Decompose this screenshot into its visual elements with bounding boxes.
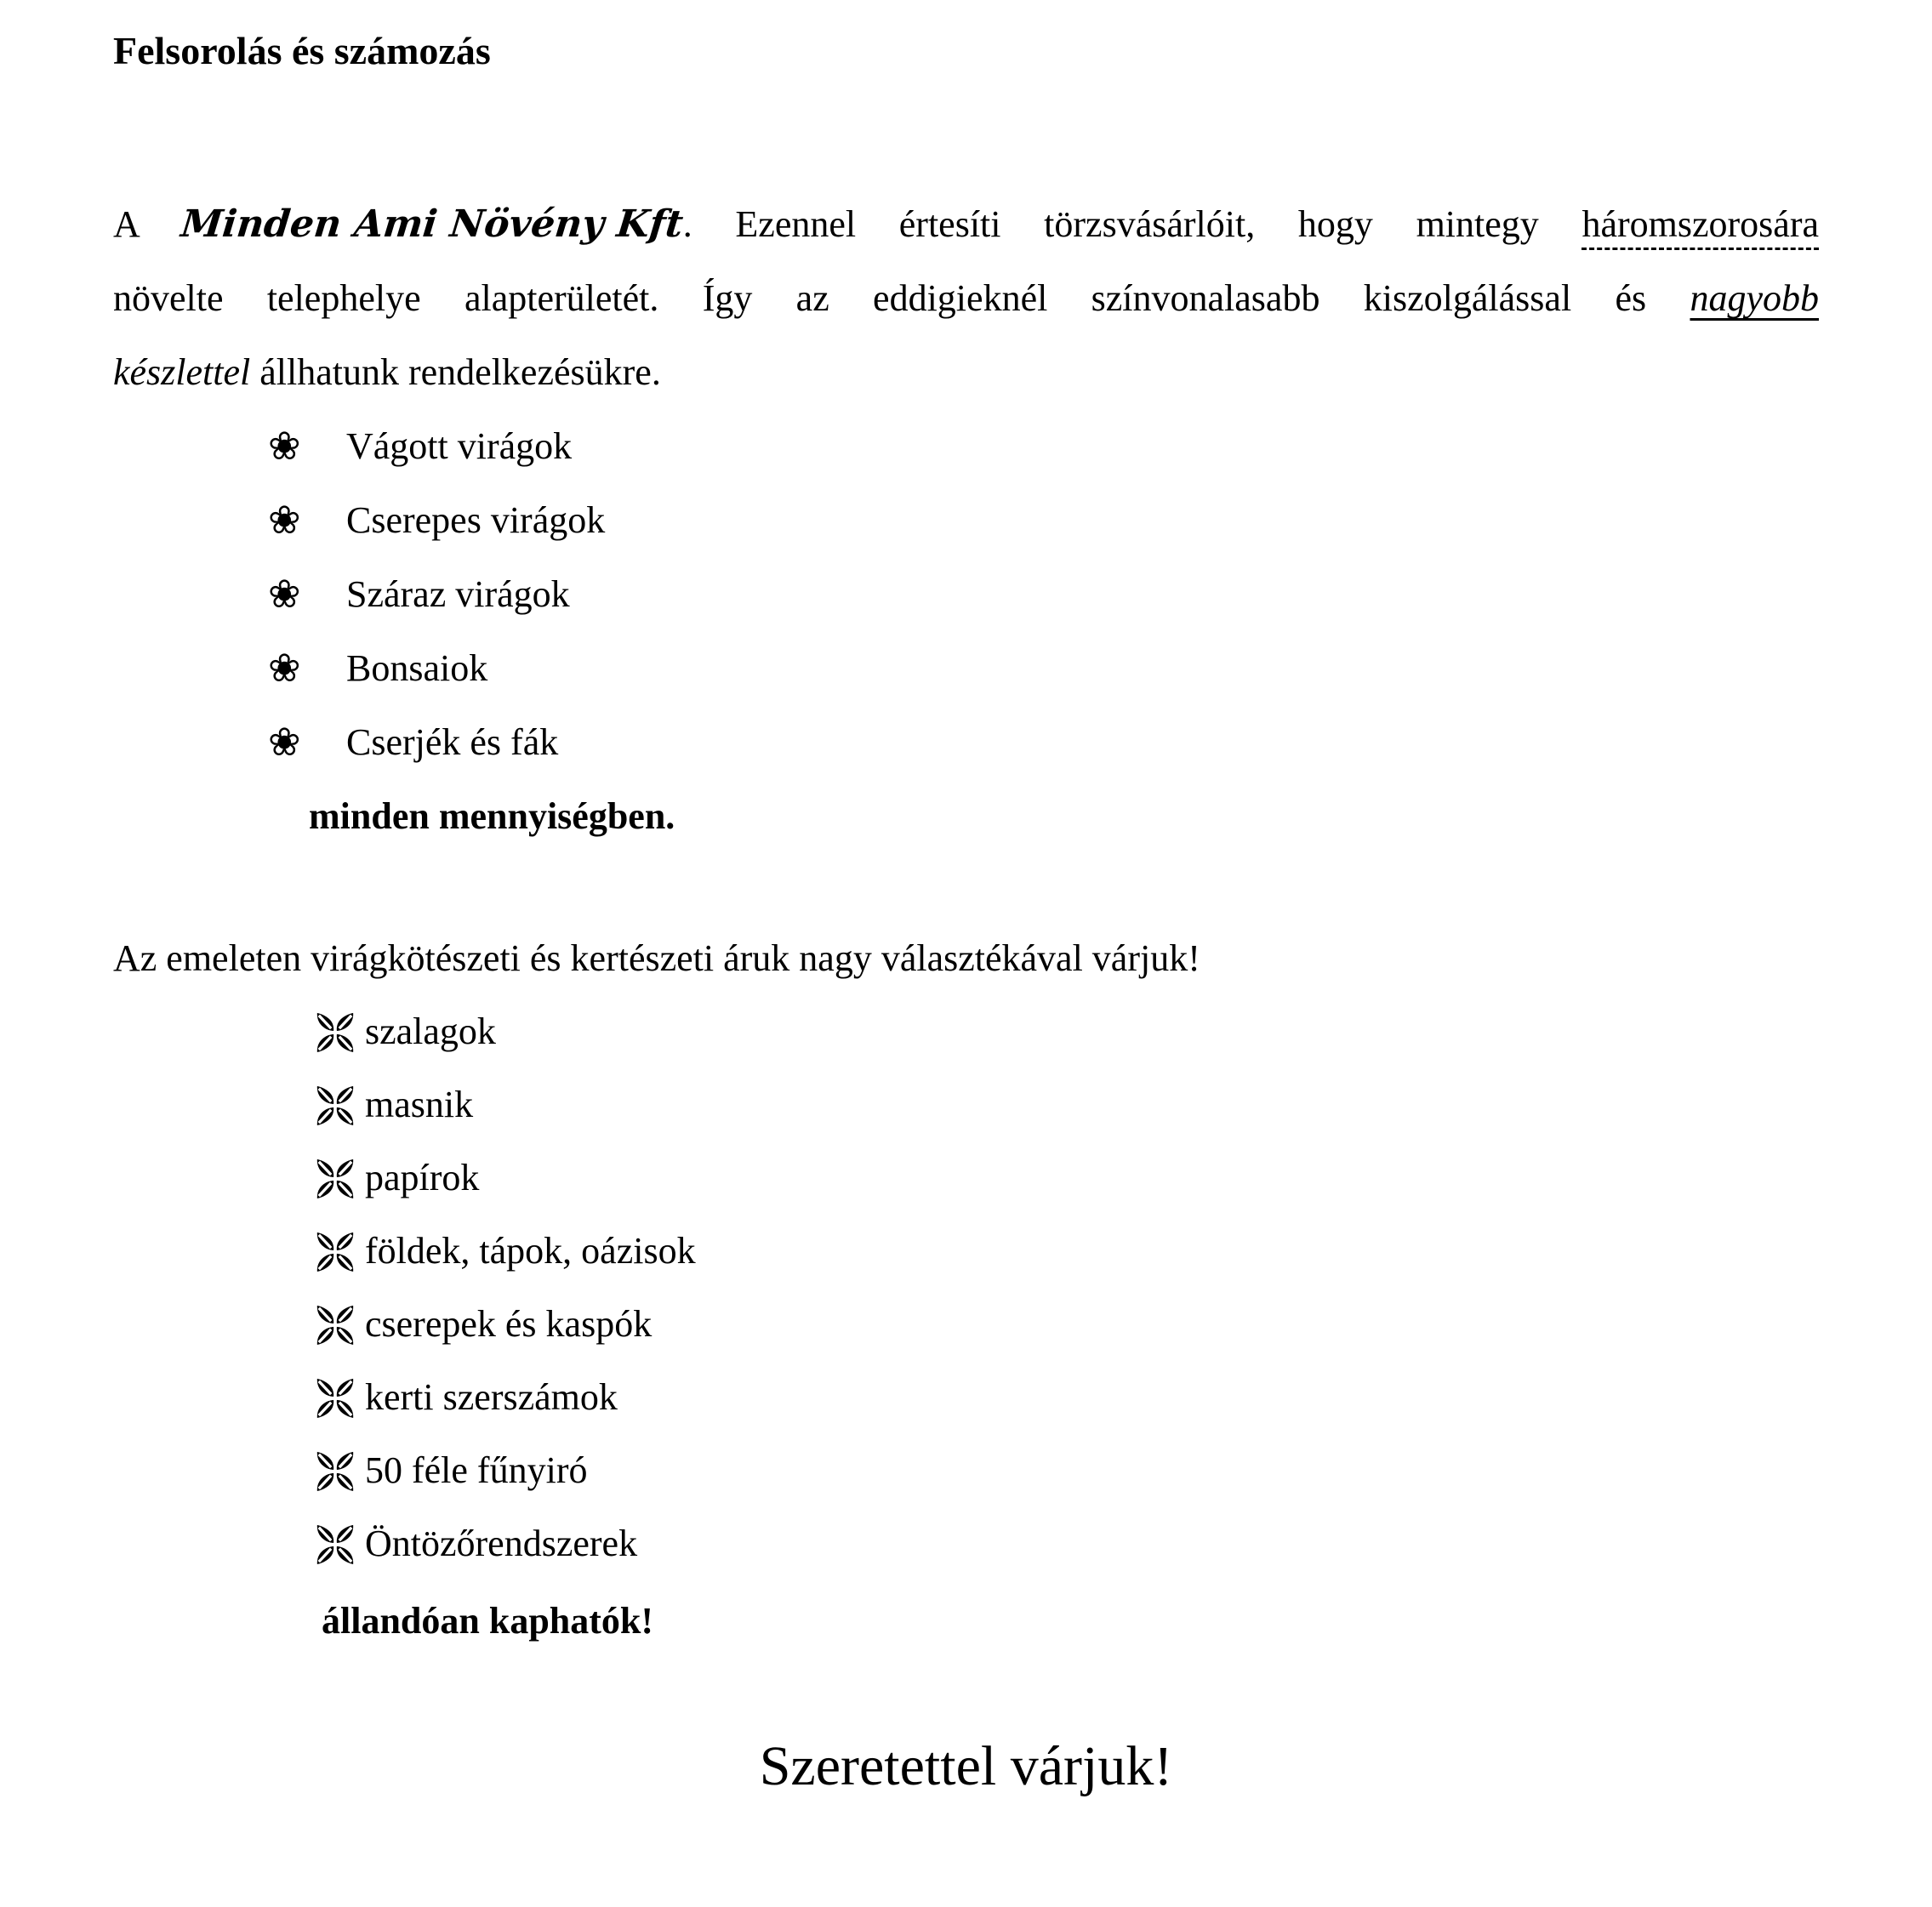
flower-list-item bbox=[113, 631, 1819, 705]
four-leaf-cross-icon bbox=[315, 1156, 356, 1200]
florette-flower-icon bbox=[268, 705, 301, 779]
craft-list-footer: állandóan kaphatók! bbox=[322, 1600, 654, 1642]
flower-bullet-list bbox=[113, 409, 1819, 779]
flower-list-item-label: Száraz virágok bbox=[346, 573, 570, 615]
florette-flower-icon bbox=[268, 483, 301, 557]
four-leaf-cross-icon bbox=[315, 1522, 356, 1566]
craft-list-item bbox=[113, 1434, 1819, 1507]
craft-list-item-label: Öntözőrendszerek bbox=[365, 1523, 638, 1564]
four-leaf-cross-icon bbox=[315, 1083, 356, 1127]
four-leaf-cross-icon bbox=[315, 1010, 356, 1054]
craft-list-item-label: szalagok bbox=[365, 1010, 496, 1052]
craft-list-item bbox=[113, 1068, 1819, 1141]
flower-list-item bbox=[113, 483, 1819, 557]
intro-line-3 bbox=[113, 335, 1819, 409]
craft-bullet-list bbox=[113, 995, 1819, 1580]
italic-word: készlettel bbox=[113, 351, 251, 393]
florette-flower-icon bbox=[268, 631, 301, 705]
intro-paragraph bbox=[113, 187, 1819, 409]
craft-list-item bbox=[113, 1288, 1819, 1361]
florette-flower-icon bbox=[268, 557, 301, 631]
intro-line-2-text: növelte telephelye alapterületét. Így az eddigieknél színvonalasabb kiszolgálással és bbox=[113, 277, 1690, 319]
craft-list-item-label: földek, tápok, oázisok bbox=[365, 1230, 696, 1272]
flower-list-item-label: Bonsaiok bbox=[346, 647, 488, 689]
closing-line: Szeretettel várjuk! bbox=[759, 1735, 1173, 1797]
craft-list-item-label: 50 féle fűnyiró bbox=[365, 1449, 588, 1491]
intro-line-1 bbox=[113, 187, 1819, 261]
underlined-italic-word: nagyobb bbox=[1690, 277, 1819, 319]
company-name: Minden Ami Növény Kft bbox=[179, 202, 686, 246]
craft-list-item-label: cserepek és kaspók bbox=[365, 1303, 653, 1345]
flower-list-footer: minden mennyiségben. bbox=[309, 795, 675, 837]
craft-list-item-label: kerti szerszámok bbox=[365, 1376, 618, 1418]
craft-list-item bbox=[113, 1361, 1819, 1434]
craft-list-item bbox=[113, 995, 1819, 1068]
craft-list-item bbox=[113, 1141, 1819, 1215]
intro-line-1-text: . Ezennel értesíti törzsvásárlóit, hogy mintegy bbox=[682, 203, 1582, 245]
craft-list-item bbox=[113, 1215, 1819, 1288]
intro-line-1-prefix: A bbox=[113, 203, 182, 245]
upstairs-paragraph: Az emeleten virágkötészeti és kertészeti áruk nagy választékával várjuk! bbox=[113, 937, 1200, 979]
dashed-underlined-word: háromszorosára bbox=[1582, 203, 1819, 245]
craft-list-item-label: papírok bbox=[365, 1157, 480, 1198]
four-leaf-cross-icon bbox=[315, 1375, 356, 1420]
intro-line-2 bbox=[113, 261, 1819, 335]
four-leaf-cross-icon bbox=[315, 1449, 356, 1493]
flower-list-item-label: Vágott virágok bbox=[346, 425, 573, 467]
craft-list-item-label: masnik bbox=[365, 1084, 474, 1125]
four-leaf-cross-icon bbox=[315, 1229, 356, 1273]
flower-list-item-label: Cserepes virágok bbox=[346, 499, 606, 541]
flower-list-item bbox=[113, 705, 1819, 779]
intro-line-3-text: állhatunk rendelkezésükre. bbox=[250, 351, 661, 393]
craft-list-item bbox=[113, 1507, 1819, 1580]
flower-list-item bbox=[113, 409, 1819, 483]
document-heading: Felsorolás és számozás bbox=[113, 29, 491, 72]
four-leaf-cross-icon bbox=[315, 1302, 356, 1346]
flower-list-item-label: Cserjék és fák bbox=[346, 721, 559, 763]
florette-flower-icon bbox=[268, 409, 301, 483]
flower-list-item bbox=[113, 557, 1819, 631]
